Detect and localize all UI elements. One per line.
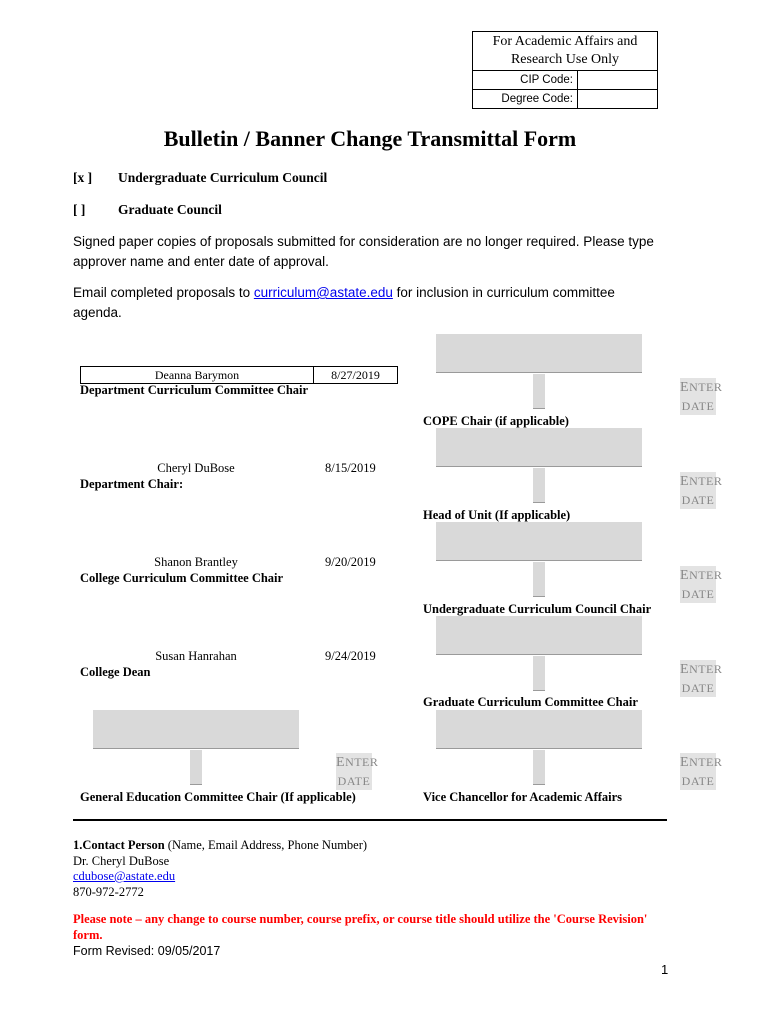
cope-role-label: COPE Chair (if applicable) <box>423 414 569 428</box>
email-text <box>73 283 663 323</box>
ucc-chair-name-field[interactable] <box>436 522 642 561</box>
contact-section <box>73 838 367 900</box>
gcc-chair-enter-date[interactable]: ENTER DATE <box>680 662 723 695</box>
ucc-label: Undergraduate Curriculum Council <box>118 170 328 185</box>
vcaa-date-stub[interactable] <box>533 750 545 785</box>
cip-code-field[interactable] <box>578 71 657 89</box>
signer-name-1[interactable]: Deanna Barymon <box>81 367 314 383</box>
cip-code-label: CIP Code: <box>473 71 578 89</box>
head-unit-role-label: Head of Unit (If applicable) <box>423 508 571 522</box>
signer-name-2[interactable]: Cheryl DuBose <box>157 461 235 475</box>
signer-date-4[interactable]: 9/24/2019 <box>325 649 376 663</box>
contact-hint: (Name, Email Address, Phone Number) <box>164 838 368 852</box>
ucc-chair-enter-date[interactable]: ENTER DATE <box>680 568 723 601</box>
gen-ed-enter-date[interactable]: ENTER DATE <box>336 755 379 788</box>
gcc-chair-name-field[interactable] <box>436 616 642 655</box>
signer-date-3[interactable]: 9/20/2019 <box>325 555 376 569</box>
course-revision-note: Please note – any change to course number, course prefix, or course title should utilize the 'Course Revision' form. <box>73 912 648 942</box>
section-divider <box>73 819 667 821</box>
page-number: 1 <box>661 962 669 977</box>
contact-heading: 1.Contact Person <box>73 838 165 852</box>
gc-checkbox[interactable]: [ ] <box>73 202 86 217</box>
signer-date-1[interactable]: 8/27/2019 <box>331 368 380 382</box>
role-label-4: College Dean <box>80 665 151 679</box>
ucc-checkbox[interactable]: [x ] <box>73 170 93 185</box>
role-label-2: Department Chair: <box>80 477 184 491</box>
form-revised: Form Revised: 09/05/2017 <box>73 944 221 958</box>
head-unit-name-field[interactable] <box>436 428 642 467</box>
cope-enter-date[interactable]: ENTER DATE <box>680 380 723 413</box>
cope-name-field[interactable] <box>436 334 642 373</box>
degree-code-field[interactable] <box>578 90 657 108</box>
email-link[interactable]: curriculum@astate.edu <box>253 285 393 300</box>
research-use-box <box>472 31 658 109</box>
contact-name: Dr. Cheryl DuBose <box>73 853 170 868</box>
ucc-chair-date-stub[interactable] <box>533 562 545 597</box>
role-label-1: Department Curriculum Committee Chair <box>80 383 309 397</box>
contact-email-link[interactable]: cdubose@astate.edu <box>73 869 176 883</box>
vcaa-enter-date[interactable]: ENTER DATE <box>680 755 723 788</box>
email-post: for inclusion in curriculum committee agenda. <box>73 285 615 320</box>
gcc-chair-date-stub[interactable] <box>533 656 545 691</box>
gcc-chair-role-label: Graduate Curriculum Committee Chair <box>423 695 638 709</box>
gen-ed-role-label: General Education Committee Chair (If applicable) <box>80 790 356 804</box>
role-label-3: College Curriculum Committee Chair <box>80 571 284 585</box>
signer-date-2[interactable]: 8/15/2019 <box>325 461 376 475</box>
cope-date-stub[interactable] <box>533 374 545 409</box>
gen-ed-date-stub[interactable] <box>190 750 202 785</box>
page-title: Bulletin / Banner Change Transmittal Form <box>163 126 577 151</box>
signer-name-3[interactable]: Shanon Brantley <box>154 555 238 569</box>
intro-text: Signed paper copies of proposals submitted for consideration are no longer required. Please type approver name and enter date of approval. <box>73 234 654 269</box>
research-use-header: For Academic Affairs and Research Use Only <box>473 32 657 71</box>
head-unit-date-stub[interactable] <box>533 468 545 503</box>
signer-name-4[interactable]: Susan Hanrahan <box>155 649 237 663</box>
email-pre: Email completed proposals to <box>73 285 254 300</box>
gc-label: Graduate Council <box>118 202 222 217</box>
ucc-chair-role-label: Undergraduate Curriculum Council Chair <box>423 602 652 616</box>
degree-code-label: Degree Code: <box>473 90 578 108</box>
contact-phone: 870-972-2772 <box>73 884 144 899</box>
gen-ed-name-field[interactable] <box>93 710 299 749</box>
signature-box-1 <box>80 366 398 384</box>
vcaa-name-field[interactable] <box>436 710 642 749</box>
head-unit-enter-date[interactable]: ENTER DATE <box>680 474 723 507</box>
vcaa-role-label: Vice Chancellor for Academic Affairs <box>423 790 623 804</box>
